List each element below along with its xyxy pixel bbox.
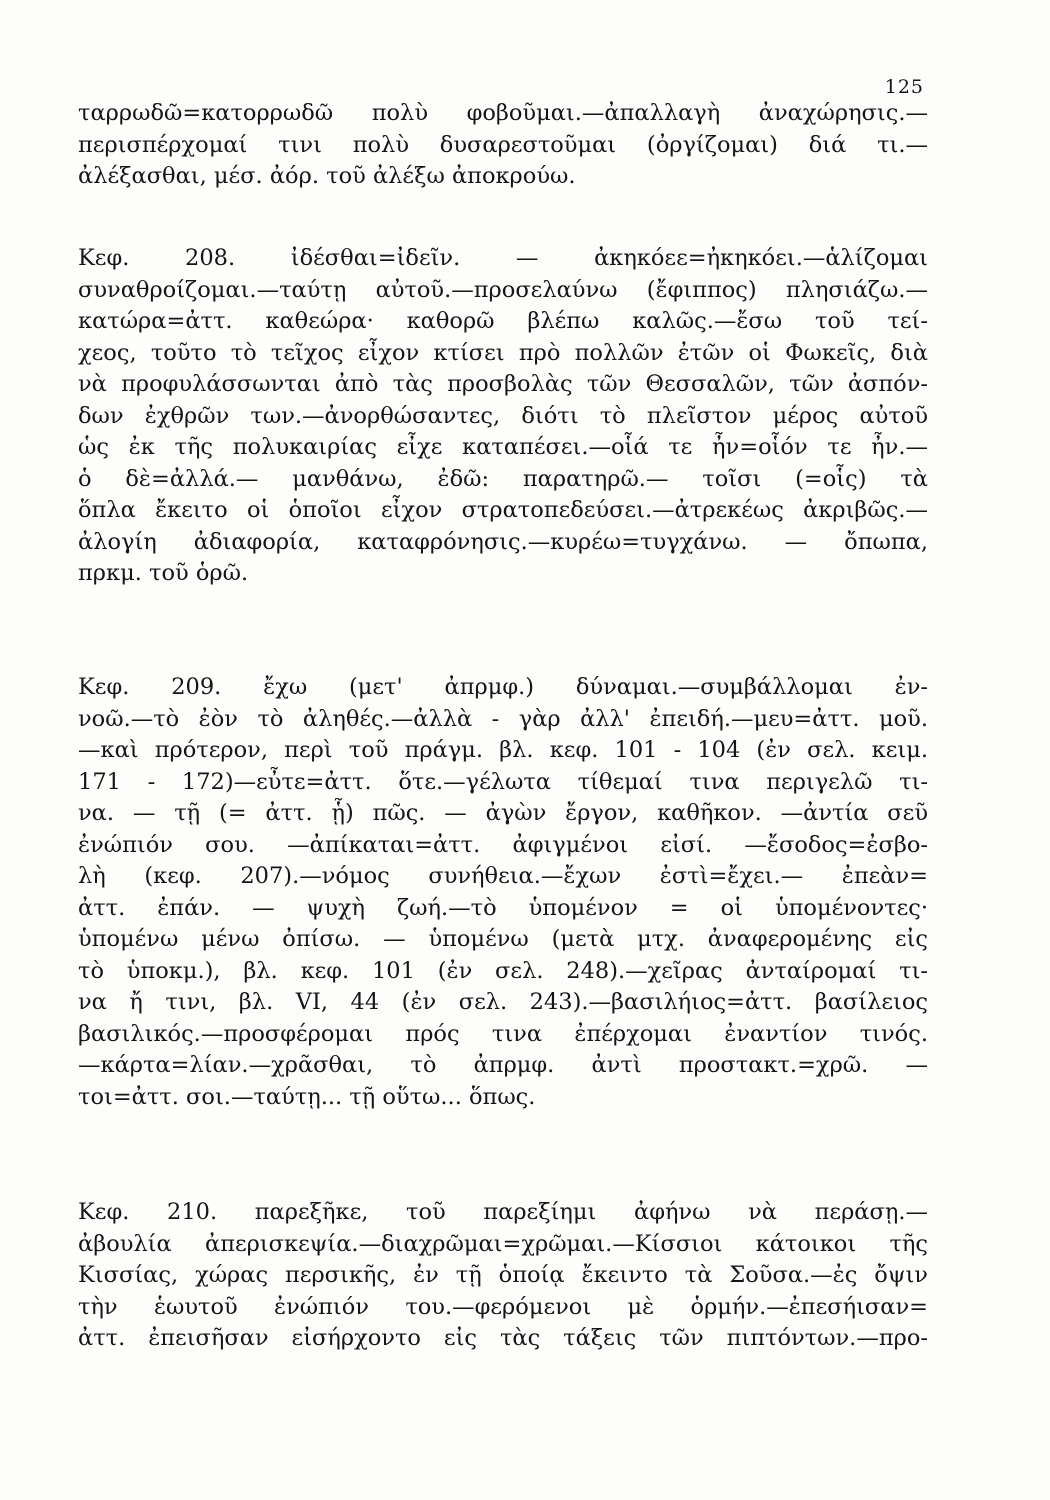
text-line: να ἤ τινι, βλ. VI, 44 (ἐν σελ. 243).—βασιλήιος=ἀττ. βασίλειος [78,989,928,1015]
text-block-kef-209 [78,672,928,1113]
text-line: περισπέρχομαί τινι πολὺ δυσαρεστοῦμαι (ὀργίζομαι) διά τι.— [78,131,928,158]
text-line: ἀλογίη ἀδιαφορία, καταφρόνησις.—κυρέω=τυγχάνω. — ὄπωπα, [78,528,928,555]
text-line: Κεφ. 208. ἰδέσθαι=ἰδεῖν. — ἀκηκόεε=ἠκηκόει.—ἁλίζομαι [78,245,928,271]
text-line: ὁ δὲ=ἀλλά.— μανθάνω, ἐδῶ: παρατηρῶ.— τοῖσι (=οἷς) τὰ [78,465,928,492]
text-line: συναθροίζομαι.—ταύτῃ αὐτοῦ.—προσελαύνω (ἔφιππος) πλησιάζω.— [78,276,928,303]
text-line: Κισσίας, χώρας περσικῆς, ἐν τῇ ὁποίᾳ ἔκειντο τὰ Σοῦσα.—ἐς ὄψιν [78,1262,928,1288]
text-line: λὴ (κεφ. 207).—νόμος συνήθεια.—ἔχων ἐστὶ=ἔχει.— ἐπεὰν= [78,863,928,889]
text-line: ἀλέξασθαι, μέσ. ἀόρ. τοῦ ἀλέξω ἀποκρούω. [78,163,576,189]
text-line: τὸ ὑποκμ.), βλ. κεφ. 101 (ἐν σελ. 248).—χεῖρας ἀνταίρομαί τι- [78,957,928,984]
text-line: νοῶ.—τὸ ἐὸν τὸ ἀληθές.—ἀλλὰ - γὰρ ἀλλ' ἐπειδή.—μευ=ἀττ. μοῦ. [78,705,928,732]
text-line: Κεφ. 209. ἔχω (μετ' ἀπρμφ.) δύναμαι.—συμβάλλομαι ἐν- [78,674,928,700]
text-line: πρκμ. τοῦ ὁρῶ. [78,560,249,586]
text-line: δων ἐχθρῶν των.—ἀνορθώσαντες, διότι τὸ πλεῖστον μέρος αὐτοῦ [78,402,928,429]
text-line: ἀβουλία ἀπερισκεψία.—διαχρῶμαι=χρῶμαι.—Κίσσιοι κάτοικοι τῆς [78,1230,928,1257]
text-line: βασιλικός.—προσφέρομαι πρός τινα ἐπέρχομαι ἐναντίον τινός. [78,1020,928,1047]
text-line: χεος, τοῦτο τὸ τεῖχος εἶχον κτίσει πρὸ πολλῶν ἐτῶν οἱ Φωκεῖς, διὰ [78,339,928,366]
text-line: ἀττ. ἐπεισῆσαν εἰσήρχοντο εἰς τὰς τάξεις τῶν πιπτόντων.—προ- [78,1325,928,1351]
text-line: ὑπομένω μένω ὀπίσω. — ὑπομένω (μετὰ μτχ. ἀναφερομένης εἰς [78,926,928,952]
text-block-kef-210 [78,1197,928,1355]
text-line: ὡς ἐκ τῆς πολυκαιρίας εἶχε καταπέσει.—οἷά τε ἦν=οἷόν τε ἦν.— [78,434,928,460]
page-number: 125 [884,76,924,98]
text-line: —καὶ πρότερον, περὶ τοῦ πράγμ. βλ. κεφ. 101 - 104 (ἐν σελ. κειμ. [78,737,928,763]
text-line: ὅπλα ἔκειτο οἱ ὁποῖοι εἶχον στρατοπεδεύσει.—ἀτρεκέως ἀκριβῶς.— [78,497,928,523]
text-line: ἀττ. ἐπάν. — ψυχὴ ζωή.—τὸ ὑπομένον = οἱ ὑπομένοντες· [78,894,928,921]
text-line: Κεφ. 210. παρεξῆκε, τοῦ παρεξίημι ἀφήνω νὰ περάσῃ.— [78,1199,928,1225]
text-line: τὴν ἑωυτοῦ ἐνώπιόν του.—φερόμενοι μὲ ὁρμήν.—ἐπεσήισαν= [78,1293,928,1320]
text-line: ἐνώπιόν σου. —ἀπίκαται=ἀττ. ἀφιγμένοι εἰσί. —ἔσοδος=ἐσβο- [78,831,928,858]
text-line: —κάρτα=λίαν.—χρᾶσθαι, τὸ ἀπρμφ. ἀντὶ προστακτ.=χρῶ. — [78,1052,928,1078]
text-line: 171 - 172)—εὖτε=ἀττ. ὅτε.—γέλωτα τίθεμαί τινα περιγελῶ τι- [78,768,928,795]
text-line: νὰ προφυλάσσωνται ἀπὸ τὰς προσβολὰς τῶν Θεσσαλῶν, τῶν ἀσπόν- [78,371,928,397]
text-line: να. — τῇ (= ἀττ. ᾗ) πῶς. — ἀγὼν ἔργον, καθῆκον. —ἀντία σεῦ [78,800,928,826]
text-line: κατώρα=ἀττ. καθεώρα· καθορῶ βλέπω καλῶς.—ἔσω τοῦ τεί- [78,308,928,334]
text-line: ταρρωδῶ=κατορρωδῶ πολὺ φοβοῦμαι.—ἀπαλλαγὴ ἀναχώρησις.— [78,100,928,126]
text-block-continuation [78,98,928,193]
text-line: τοι=ἀττ. σοι.—ταύτῃ... τῇ οὕτω... ὅπως. [78,1083,536,1110]
text-block-kef-208 [78,243,928,590]
